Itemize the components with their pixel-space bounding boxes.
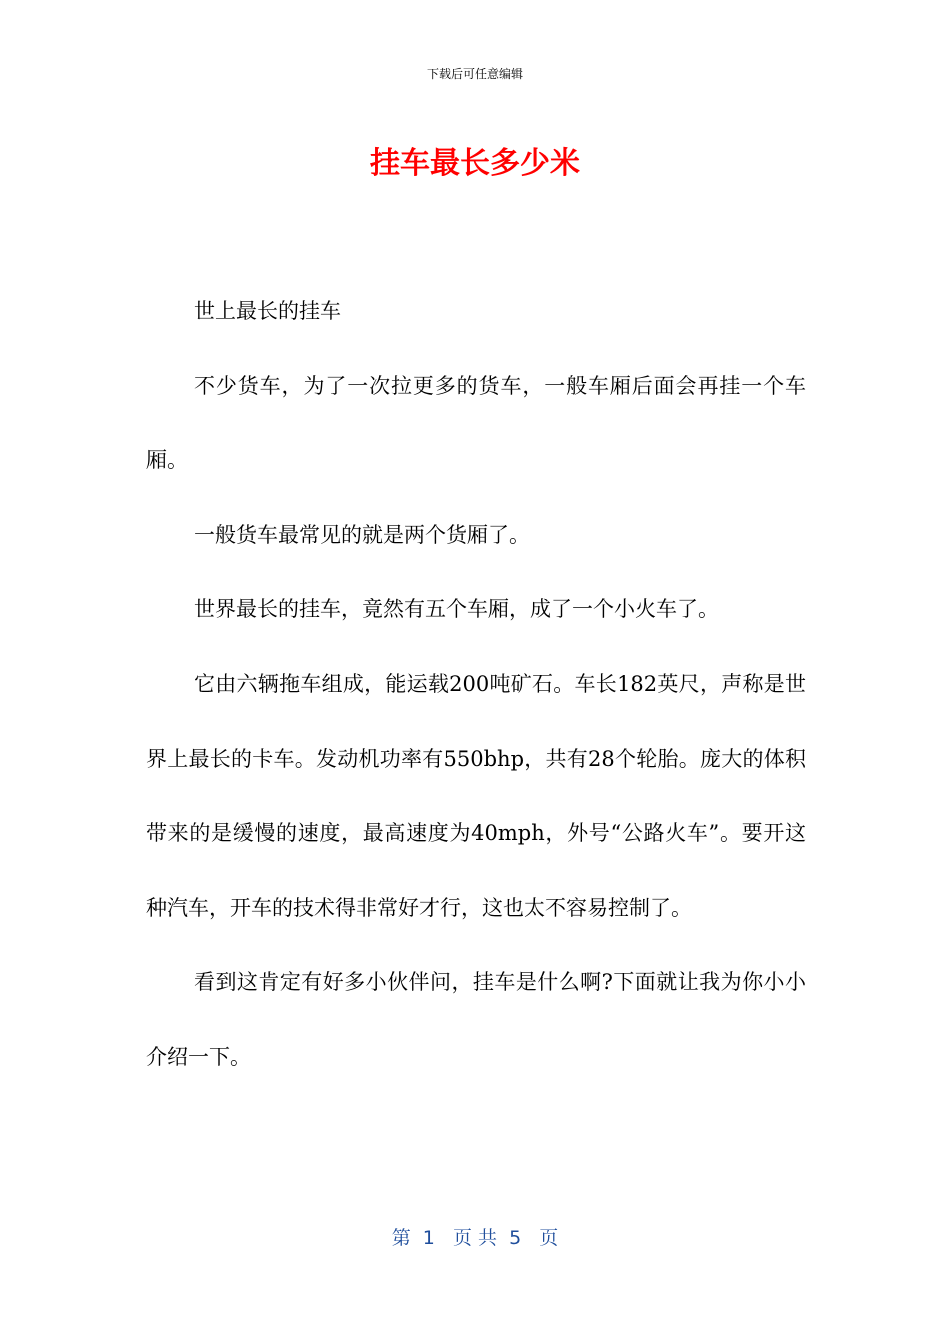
header-note: 下载后可任意编辑 <box>426 67 523 81</box>
paragraph: 它由六辆拖车组成，能运载200吨矿石。车长182英尺，声称是世界上最长的卡车。发动机功率有550bhp，共有28个轮胎。庞大的体积带来的是缓慢的速度，最高速度为40mph，外号“公路火车”。要开这种汽车，开车的技术得非常好才行，这也太不容易控制了。 <box>146 671 806 920</box>
document-body <box>146 274 806 1095</box>
paragraph: 不少货车，为了一次拉更多的货车，一般车厢后面会再挂一个车厢。 <box>146 373 806 473</box>
paragraph: 一般货车最常见的就是两个货厢了。 <box>194 522 530 547</box>
document-title: 挂车最长多少米 <box>370 146 580 181</box>
paragraph: 看到这肯定有好多小伙伴问，挂车是什么啊?下面就让我为你小小介绍一下。 <box>146 970 806 1069</box>
paragraph: 世上最长的挂车 <box>194 299 341 323</box>
page-number-footer: 第 1 页 共 5 页 <box>391 1227 559 1249</box>
paragraph: 世界最长的挂车，竟然有五个车厢，成了一个小火车了。 <box>194 597 719 622</box>
